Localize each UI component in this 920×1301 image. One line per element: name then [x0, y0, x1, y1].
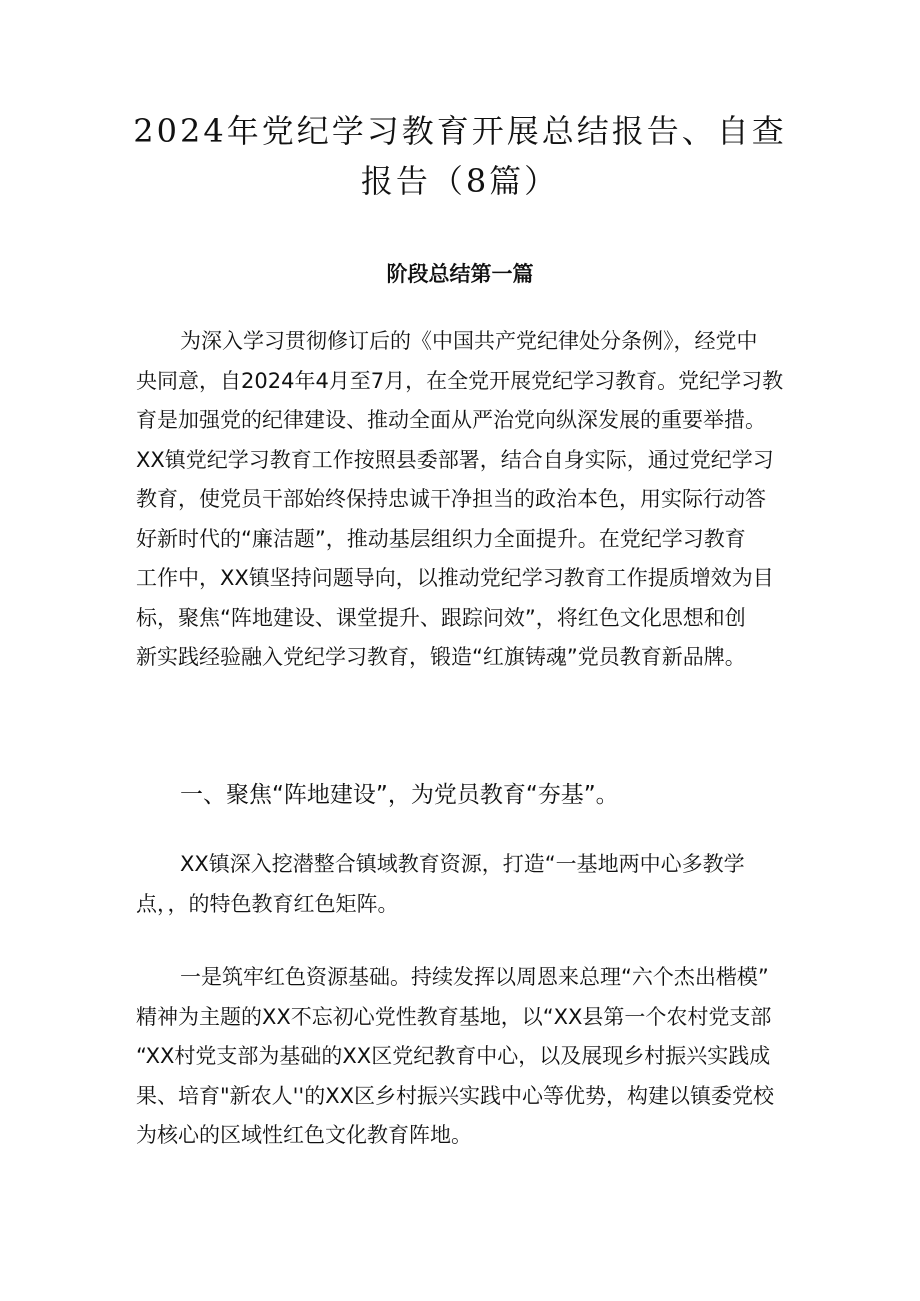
- document-title-line-2: 报告（8篇）: [360, 162, 560, 200]
- paragraph-line: 教育，使党员干部始终保持忠诚干净担当的政治本色，用实际行动答: [136, 487, 766, 511]
- paragraph-line: 为核心的区域性红色文化教育阵地。: [136, 1123, 472, 1147]
- paragraph-intro: [136, 322, 786, 678]
- paragraph-line: 央同意，自2024年4月至7月，在全党开展党纪学习教育。党纪学习教: [136, 368, 784, 393]
- paragraph-line: 新实践经验融入党纪学习教育，锻造“红旗铸魂”党员教育新品牌。: [136, 645, 746, 669]
- section-heading: 阶段总结第一篇: [386, 262, 534, 286]
- paragraph-line: 果、培育"新农人''的XX区乡村振兴实践中心等优势，构建以镇委党校: [136, 1083, 774, 1108]
- paragraph-line: 点，，的特色教育红色矩阵。: [136, 891, 399, 916]
- paragraph-line: 精神为主题的XX不忘初心党性教育基地，以“XX县第一个农村党支部: [136, 1004, 772, 1029]
- document-title-line-1: 2024年党纪学习教育开展总结报告、自查: [133, 112, 787, 150]
- paragraph-line: XX镇深入挖潜整合镇域教育资源，打造“一基地两中心多教学: [180, 852, 745, 876]
- paragraph-resources: [136, 845, 786, 924]
- document-title: [120, 106, 800, 206]
- paragraph-red-resources: [136, 958, 786, 1156]
- paragraph-line: XX镇党纪学习教育工作按照县委部署，结合自身实际，通过党纪学习: [136, 447, 774, 472]
- paragraph-line: 为深入学习贯彻修订后的《中国共产党纪律处分条例》，经党中: [180, 329, 758, 353]
- paragraph-line: 一是筑牢红色资源基础。持续发挥以周恩来总理“六个杰出楷模”: [180, 965, 769, 989]
- paragraph-line: 育是加强党的纪律建设、推动全面从严治党向纵深发展的重要举措。: [136, 408, 766, 432]
- paragraph-line: 好新时代的“廉洁题”，推动基层组织力全面提升。在党纪学习教育: [136, 526, 746, 551]
- paragraph-line: 工作中，XX镇坚持问题导向，以推动党纪学习教育工作提质增效为目: [136, 566, 774, 590]
- paragraph-line: 标，聚焦“阵地建设、课堂提升、跟踪问效”，将红色文化思想和创: [136, 605, 746, 630]
- subheading-one: 一、聚焦“阵地建设”，为党员教育“夯基”。: [180, 782, 619, 808]
- paragraph-line: “XX村党支部为基础的XX区党纪教育中心，以及展现乡村振兴实践成: [136, 1044, 771, 1068]
